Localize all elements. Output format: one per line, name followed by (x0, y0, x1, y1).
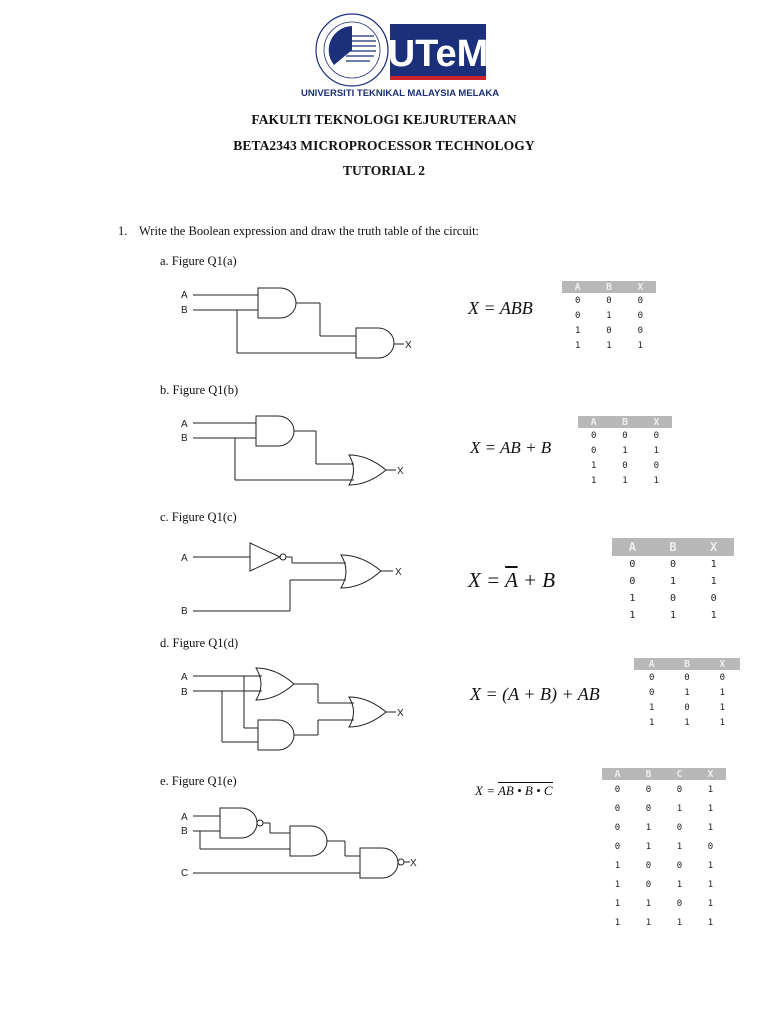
expression-e-pre: X = (475, 783, 498, 798)
table-row: 0 1 1 (590, 445, 660, 456)
table-row: 0 0 0 (648, 672, 726, 683)
table-row: 1 1 1 1 (614, 917, 714, 928)
table-row: 1 0 0 (574, 325, 644, 336)
col-header: B (653, 538, 694, 556)
table-row: 1 1 1 (590, 475, 660, 486)
table-row: 0 1 1 (629, 576, 717, 587)
table-row: 1 0 0 (590, 460, 660, 471)
circuit-d (193, 668, 396, 750)
brand-text: UTeM (387, 33, 489, 75)
faculty-title: FAKULTI TEKNOLOGI KEJURUTERAAN (251, 112, 517, 127)
truth-table-e (602, 768, 726, 932)
and-gate-icon (356, 328, 394, 358)
expression-c (468, 568, 555, 593)
circuit-b (193, 416, 396, 485)
table-row: 0 0 1 (629, 559, 717, 570)
col-header: A (602, 768, 633, 780)
expression-e-bar: AB • B • C (497, 783, 553, 798)
or-gate-icon (349, 455, 386, 485)
or-gate-icon (256, 668, 294, 700)
expression-c-pre: X = (468, 568, 506, 592)
expression-c-bar: $\overline{A}$ (505, 568, 518, 592)
and-gate-icon (258, 720, 294, 750)
col-header: A (562, 281, 593, 293)
col-header: C (664, 768, 695, 780)
table-row: 1 0 0 (629, 593, 717, 604)
input-label-c: C (181, 868, 189, 879)
truth-table-a (562, 281, 656, 353)
col-header: B (609, 416, 640, 428)
input-label-b: B (181, 433, 188, 444)
input-label-b: B (181, 687, 188, 698)
expression-a: X = ABB (468, 298, 533, 318)
col-header: A (612, 538, 653, 556)
input-label-a: A (181, 672, 188, 683)
figure-c-label: c. Figure Q1(c) (160, 510, 237, 524)
table-row: 0 1 1 (648, 687, 726, 698)
inverter-bubble-icon (398, 859, 404, 865)
and-gate-icon (290, 826, 327, 856)
figure-b-label: b. Figure Q1(b) (160, 383, 239, 397)
expression-e (475, 783, 553, 799)
input-label-b: B (181, 826, 188, 837)
input-label-a: A (181, 419, 188, 430)
expression-d: X = (A + B) + AB (470, 684, 600, 704)
not-gate-icon (250, 543, 280, 571)
input-label-b: B (181, 305, 188, 316)
col-header: B (633, 768, 664, 780)
figure-a-label: a. Figure Q1(a) (160, 254, 237, 268)
col-header: A (634, 658, 669, 670)
col-header: X (695, 768, 726, 780)
table-row: 1 0 1 1 (614, 879, 714, 890)
input-label-a: A (181, 290, 188, 301)
input-label-a: A (181, 812, 188, 823)
figure-d-label: d. Figure Q1(d) (160, 636, 239, 650)
nand-gate-icon (220, 808, 257, 838)
col-header: X (625, 281, 656, 293)
and-gate-icon (256, 416, 294, 446)
inverter-bubble-icon (257, 820, 263, 826)
table-row: 0 0 0 (590, 430, 660, 441)
circuit-a (193, 288, 404, 358)
nand-gate-icon (360, 848, 398, 878)
or-gate-icon (349, 697, 386, 727)
question-text: Write the Boolean expression and draw the truth table of the circuit: (139, 224, 480, 238)
output-label-x: X (397, 708, 404, 719)
or-gate-icon (341, 555, 381, 588)
table-row: 1 1 1 (648, 717, 726, 728)
circuit-c (193, 543, 393, 611)
table-row: 1 0 1 (648, 702, 726, 713)
figure-e-label: e. Figure Q1(e) (160, 774, 237, 788)
circuit-e (193, 808, 410, 878)
table-row: 0 1 0 1 (614, 822, 714, 833)
expression-b: X = AB + B (470, 438, 552, 457)
table-row: 0 1 1 0 (614, 841, 714, 852)
truth-table-b (578, 416, 672, 488)
truth-table-d (634, 658, 740, 730)
table-row: 1 1 1 (629, 610, 717, 621)
table-row: 0 0 1 1 (614, 803, 714, 814)
table-row: 0 0 0 1 (614, 784, 714, 795)
col-header: A (578, 416, 609, 428)
tutorial-title: TUTORIAL 2 (342, 163, 426, 178)
university-name: UNIVERSITI TEKNIKAL MALAYSIA MELAKA (300, 88, 500, 99)
input-label-a: A (181, 553, 188, 564)
and-gate-icon (258, 288, 296, 318)
truth-table-c (612, 538, 734, 624)
output-label-x: X (405, 340, 412, 351)
input-label-b: B (181, 606, 188, 617)
col-header: X (641, 416, 672, 428)
question-number: 1. (118, 224, 128, 238)
table-row: 1 1 0 1 (614, 898, 714, 909)
course-title: BETA2343 MICROPROCESSOR TECHNOLOGY (233, 138, 535, 153)
col-header: B (593, 281, 624, 293)
table-row: 1 0 0 1 (614, 860, 714, 871)
table-row: 0 1 0 (574, 310, 644, 321)
table-row: 1 1 1 (574, 340, 644, 351)
expression-c-post: + B (517, 568, 556, 592)
output-label-x: X (410, 858, 417, 869)
output-label-x: X (397, 466, 404, 477)
table-row: 0 0 0 (574, 295, 644, 306)
col-header: X (705, 658, 740, 670)
col-header: B (669, 658, 704, 670)
output-label-x: X (395, 567, 402, 578)
col-header: X (693, 538, 734, 556)
